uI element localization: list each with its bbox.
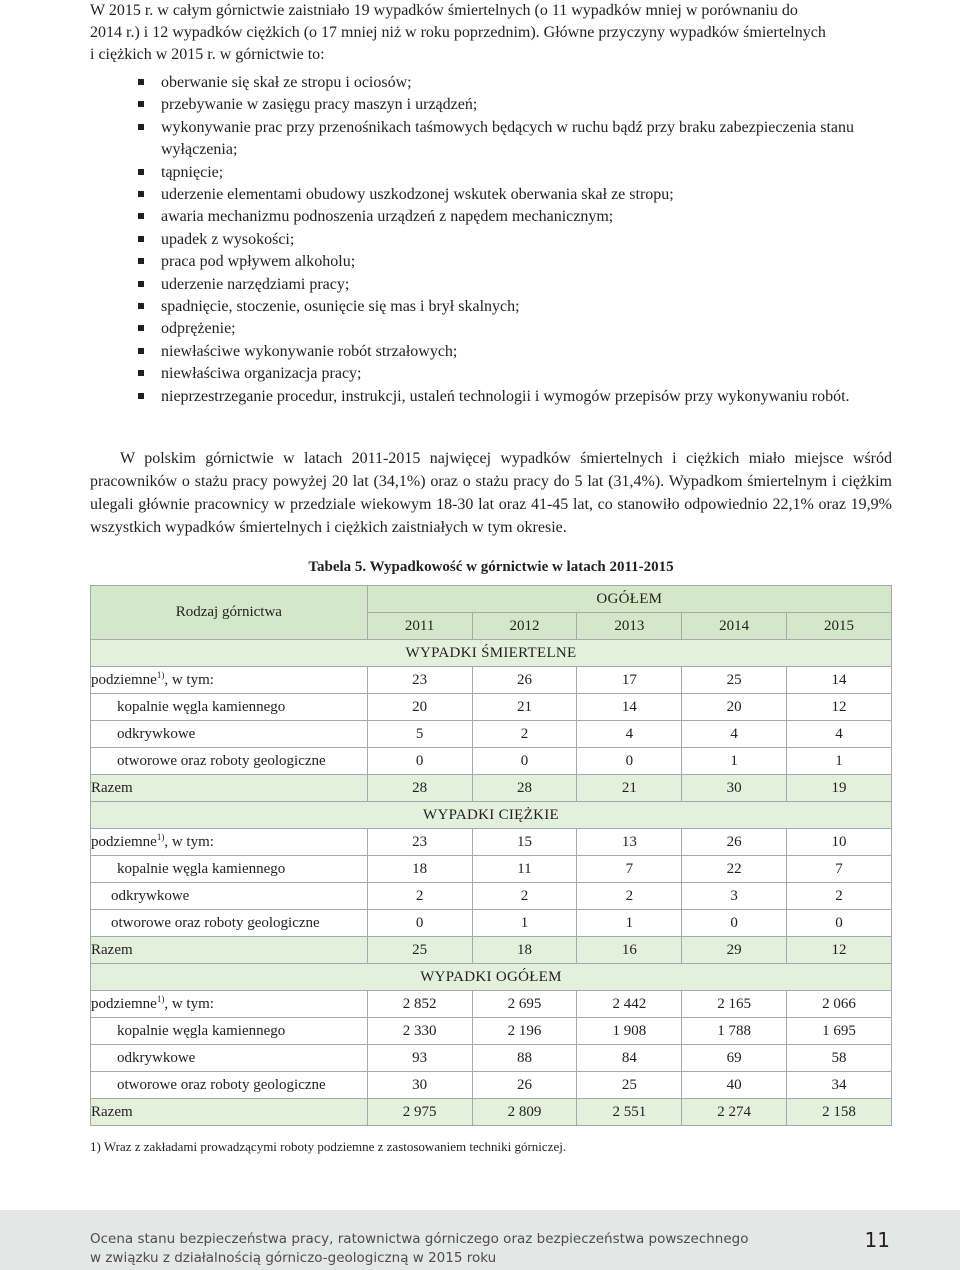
list-item: tąpnięcie; [135,162,895,184]
table-cell: 28 [367,775,472,802]
table-cell: 4 [682,721,787,748]
row-label: kopalnie węgla kamiennego [91,856,368,883]
table-cell: 0 [682,910,787,937]
table-cell: 0 [367,910,472,937]
table-cell: 30 [682,775,787,802]
square-bullet-icon [138,213,144,219]
table-cell: 2 165 [682,991,787,1018]
table-cell: 2 [472,883,577,910]
table-cell: 1 788 [682,1018,787,1045]
table-cell: 2 [787,883,892,910]
row-label: odkrywkowe [91,721,368,748]
section-header: WYPADKI OGÓŁEM [91,964,892,991]
table-row-total [91,775,892,802]
table-cell: 58 [787,1045,892,1072]
table-cell: 25 [577,1072,682,1099]
table-row-total [91,1099,892,1126]
year-header-cell: 2014 [682,613,787,640]
row-label: otworowe oraz roboty geologiczne [91,748,368,775]
table-cell: 2 274 [682,1099,787,1126]
table-cell: 1 [682,748,787,775]
table-cell: 0 [367,748,472,775]
square-bullet-icon [138,325,144,331]
table-cell: 23 [367,829,472,856]
table-cell: 0 [577,748,682,775]
square-bullet-icon [138,258,144,264]
list-item: nieprzestrzeganie procedur, instrukcji, ustaleń technologii i wymogów przepisów przy wykonywaniu robót. [135,386,895,408]
intro-text [90,0,902,66]
year-header-cell: 2015 [787,613,892,640]
table-row [91,1018,892,1045]
table-row [91,667,892,694]
table-cell: 29 [682,937,787,964]
table-row-total [91,937,892,964]
accident-statistics-table [90,585,892,1126]
table-cell: 21 [577,775,682,802]
row-label: Razem [91,775,368,802]
list-item: niewłaściwa organizacja pracy; [135,363,895,385]
table-cell: 5 [367,721,472,748]
footer-line: w związku z działalnością górniczo-geologiczną w 2015 roku [90,1250,497,1266]
table-cell: 26 [472,1072,577,1099]
table-cell: 7 [577,856,682,883]
table-cell: 88 [472,1045,577,1072]
row-label: kopalnie węgla kamiennego [91,1018,368,1045]
table-cell: 3 [682,883,787,910]
table-cell: 84 [577,1045,682,1072]
table-cell: 0 [787,910,892,937]
row-label: podziemne$^{1)}$, w tym: [91,991,368,1018]
row-label: otworowe oraz roboty geologiczne [91,910,368,937]
table-row [91,1045,892,1072]
table-cell: 2 442 [577,991,682,1018]
table-cell: 26 [682,829,787,856]
table-cell: 2 809 [472,1099,577,1126]
section-header: WYPADKI CIĘŻKIE [91,802,892,829]
table-cell: 69 [682,1045,787,1072]
section-header: WYPADKI ŚMIERTELNE [91,640,892,667]
table-cell: 2 158 [787,1099,892,1126]
table-cell: 2 066 [787,991,892,1018]
table-cell: 12 [787,694,892,721]
row-label: Razem [91,1099,368,1126]
table-cell: 40 [682,1072,787,1099]
square-bullet-icon [138,393,144,399]
table-cell: 30 [367,1072,472,1099]
table-cell: 14 [787,667,892,694]
table-cell: 19 [787,775,892,802]
table-row [91,829,892,856]
group-header-cell: OGÓŁEM [367,586,891,613]
list-item: awaria mechanizmu podnoszenia urządzeń z napędem mechanicznym; [135,206,895,228]
table-cell: 25 [682,667,787,694]
table-cell: 15 [472,829,577,856]
list-item: praca pod wpływem alkoholu; [135,251,895,273]
square-bullet-icon [138,101,144,107]
table-cell: 22 [682,856,787,883]
table-cell: 2 [367,883,472,910]
table-cell: 14 [577,694,682,721]
table-cell: 11 [472,856,577,883]
row-header-cell: Rodzaj górnictwa [91,586,368,640]
list-item: wykonywanie prac przy przenośnikach taśmowych będących w ruchu bądź przy braku zabezpieczenia stanu wyłączenia; [135,117,895,162]
table-cell: 20 [367,694,472,721]
table-cell: 12 [787,937,892,964]
table-row [91,721,892,748]
table-cell: 23 [367,667,472,694]
intro-line: 2014 r.) i 12 wypadków ciężkich (o 17 mniej niż w roku poprzednim). Główne przyczyny wypadków śmiertelnych [90,24,826,41]
list-item: przebywanie w zasięgu pracy maszyn i urządzeń; [135,94,895,116]
table-cell: 0 [472,748,577,775]
square-bullet-icon [138,281,144,287]
table-cell: 4 [787,721,892,748]
table-cell: 1 [577,910,682,937]
list-item: spadnięcie, stoczenie, osunięcie się mas i brył skalnych; [135,296,895,318]
table-cell: 1 [472,910,577,937]
square-bullet-icon [138,370,144,376]
square-bullet-icon [138,348,144,354]
list-item: odprężenie; [135,318,895,340]
square-bullet-icon [138,124,144,130]
table-row [91,1072,892,1099]
table-cell: 18 [472,937,577,964]
table-cell: 13 [577,829,682,856]
footer-title [90,1230,790,1268]
table-cell: 4 [577,721,682,748]
table-cell: 2 [472,721,577,748]
table-cell: 1 [787,748,892,775]
page-footer [0,1210,960,1270]
list-item: upadek z wysokości; [135,229,895,251]
table-cell: 10 [787,829,892,856]
square-bullet-icon [138,191,144,197]
table-cell: 7 [787,856,892,883]
row-label: odkrywkowe [91,1045,368,1072]
table-cell: 1 695 [787,1018,892,1045]
square-bullet-icon [138,169,144,175]
row-label: podziemne$^{1)}$, w tym: [91,829,368,856]
intro-line: W 2015 r. w całym górnictwie zaistniało 19 wypadków śmiertelnych (o 11 wypadków mniej w porównaniu do [90,2,798,19]
table-cell: 18 [367,856,472,883]
row-label: kopalnie węgla kamiennego [91,694,368,721]
table-row [91,694,892,721]
body-paragraph: W polskim górnictwie w latach 2011-2015 najwięcej wypadków śmiertelnych i ciężkich miało miejsce wśród pracowników o stażu pracy powyżej 20 lat (34,1%) oraz o stażu pracy do 5 lat (31,4%). Wypadkom śmiertelnym i ciężkim ulegali głównie pracownicy w przedziale wiekowym 18-30 lat oraz 41-45 lat, co stanowiło odpowiednio 22,1% oraz 19,9% wszystkich wypadków śmiertelnych i ciężkich zaistniałych w tym okresie. [90,450,892,536]
row-label: otworowe oraz roboty geologiczne [91,1072,368,1099]
table-cell: 2 330 [367,1018,472,1045]
intro-line: i ciężkich w 2015 r. w górnictwie to: [90,46,325,63]
table-cell: 93 [367,1045,472,1072]
list-item: oberwanie się skał ze stropu i ociosów; [135,72,895,94]
square-bullet-icon [138,79,144,85]
list-item: uderzenie elementami obudowy uszkodzonej wskutek oberwania skał ze stropu; [135,184,895,206]
table-cell: 17 [577,667,682,694]
table-cell: 1 908 [577,1018,682,1045]
year-header-cell: 2011 [367,613,472,640]
table-cell: 25 [367,937,472,964]
table-cell: 28 [472,775,577,802]
square-bullet-icon [138,236,144,242]
table-cell: 16 [577,937,682,964]
footer-line: Ocena stanu bezpieczeństwa pracy, ratownictwa górniczego oraz bezpieczeństwa powszechnego [90,1231,749,1247]
table-row [91,910,892,937]
table-cell: 34 [787,1072,892,1099]
table-cell: 2 [577,883,682,910]
table-cell: 2 551 [577,1099,682,1126]
square-bullet-icon [138,303,144,309]
table-row [91,883,892,910]
table-cell: 21 [472,694,577,721]
row-label: Razem [91,937,368,964]
table-caption: Tabela 5. Wypadkowość w górnictwie w latach 2011-2015 [308,559,674,575]
table-cell: 20 [682,694,787,721]
table-cell: 2 852 [367,991,472,1018]
row-label: odkrywkowe [91,883,368,910]
list-item: uderzenie narzędziami pracy; [135,274,895,296]
year-header-cell: 2012 [472,613,577,640]
table-cell: 2 975 [367,1099,472,1126]
table-cell: 2 695 [472,991,577,1018]
table-cell: 26 [472,667,577,694]
table-footnote: 1) Wraz z zakładami prowadzącymi roboty podziemne z zastosowaniem techniki górniczej. [90,1139,567,1154]
table-cell: 2 196 [472,1018,577,1045]
table-row [91,856,892,883]
row-label: podziemne$^{1)}$, w tym: [91,667,368,694]
year-header-cell: 2013 [577,613,682,640]
table-row [91,748,892,775]
accident-causes-list [135,72,895,408]
page-number: 11 [864,1228,890,1252]
table-row [91,991,892,1018]
list-item: niewłaściwe wykonywanie robót strzałowych; [135,341,895,363]
